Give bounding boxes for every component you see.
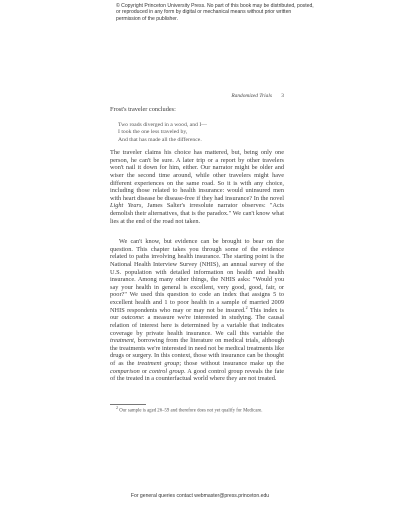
verse-quote — [118, 122, 278, 144]
text-run: , borrowing from the literature on medical trials, although the treatments we're interested in need not be medical treatments like drugs or surgery. In this context, those with insurance can be thought of as the — [110, 337, 284, 367]
text-run: This index is our — [110, 306, 284, 322]
text-run: ; those without insurance make up the — [179, 360, 284, 367]
footnote — [116, 405, 286, 415]
footnote-text: Our sample is aged 26–59 and therefore does not yet qualify for Medicare. — [119, 408, 263, 414]
verse-line: Two roads diverged in a wood, and I— — [118, 122, 207, 128]
italic-text: comparison — [110, 367, 140, 375]
text-run: We can't know, but evidence can be brought to bear on the question. This chapter takes you through some of the evidence related to paths involving health insurance. The starting point is the National Health Interview Survey (NHIS), an annual survey of the U.S. population with detailed information on health and health insurance. Among many other things, the NHIS asks: "Would you say your health in general is excellent, very good, good, fair, or poor?" We used this question to code an index that assigns 5 to excellent health and 1 to poor health in a sample of married 2009 NHIS respondents who may or may not be insured. — [110, 238, 284, 314]
italic-text: outcome — [121, 314, 143, 322]
footnote-ref: 2 — [245, 304, 248, 310]
italic-text: treatment group — [137, 360, 180, 367]
copyright-notice: © Copyright Princeton University Press. No part of this book may be distributed, posted, or reproduced in any form by digital or mechanical means without prior written permission of the publisher. — [116, 3, 314, 22]
running-head-title: Randomized Trials — [231, 93, 272, 99]
page-number: 3 — [281, 93, 284, 99]
text-run: : a measure we're interested in studying. The causal relation of interest here is determined by a variable that indicates coverage by private health insurance. We call this variable the — [110, 314, 284, 337]
italic-text: control group — [149, 367, 184, 375]
italic-text: Light Years — [110, 202, 142, 210]
text-run: The traveler claims his choice has mattered, but, being only one person, he can't be sure. A later trip or a report by other travelers won't nail it down for him, either. Our narrator might be older and wiser the second time around, while other travelers might have different experiences on the same road. So it is with any choice, including those related to health insurance: would uninsured men with heart disease be disease-free if they had insurance? In the novel — [110, 149, 284, 202]
body-paragraph-1 — [110, 149, 284, 225]
italic-text: treatment — [110, 337, 134, 345]
text-run: or — [139, 367, 150, 375]
contact-line: For general queries contact webmaster@press.princeton.edu — [130, 493, 270, 499]
body-paragraph-2 — [110, 238, 284, 383]
verse-line: And that has made all the difference. — [118, 136, 202, 143]
text-run: . A good control group reveals the fate of the treated in a counterfactual world where they are not treated. — [110, 367, 284, 383]
text-run: , James Salter's irresolute narrator observes: "Acts demolish their alternatives, that is the paradox." We can't know what lies at the end of the road not taken. — [110, 202, 284, 225]
footnote-marker: 2 — [116, 405, 118, 410]
running-head — [110, 93, 284, 99]
intro-text: Frost's traveler concludes: — [110, 106, 176, 113]
verse-line: I took the one less traveled by, — [118, 129, 188, 136]
